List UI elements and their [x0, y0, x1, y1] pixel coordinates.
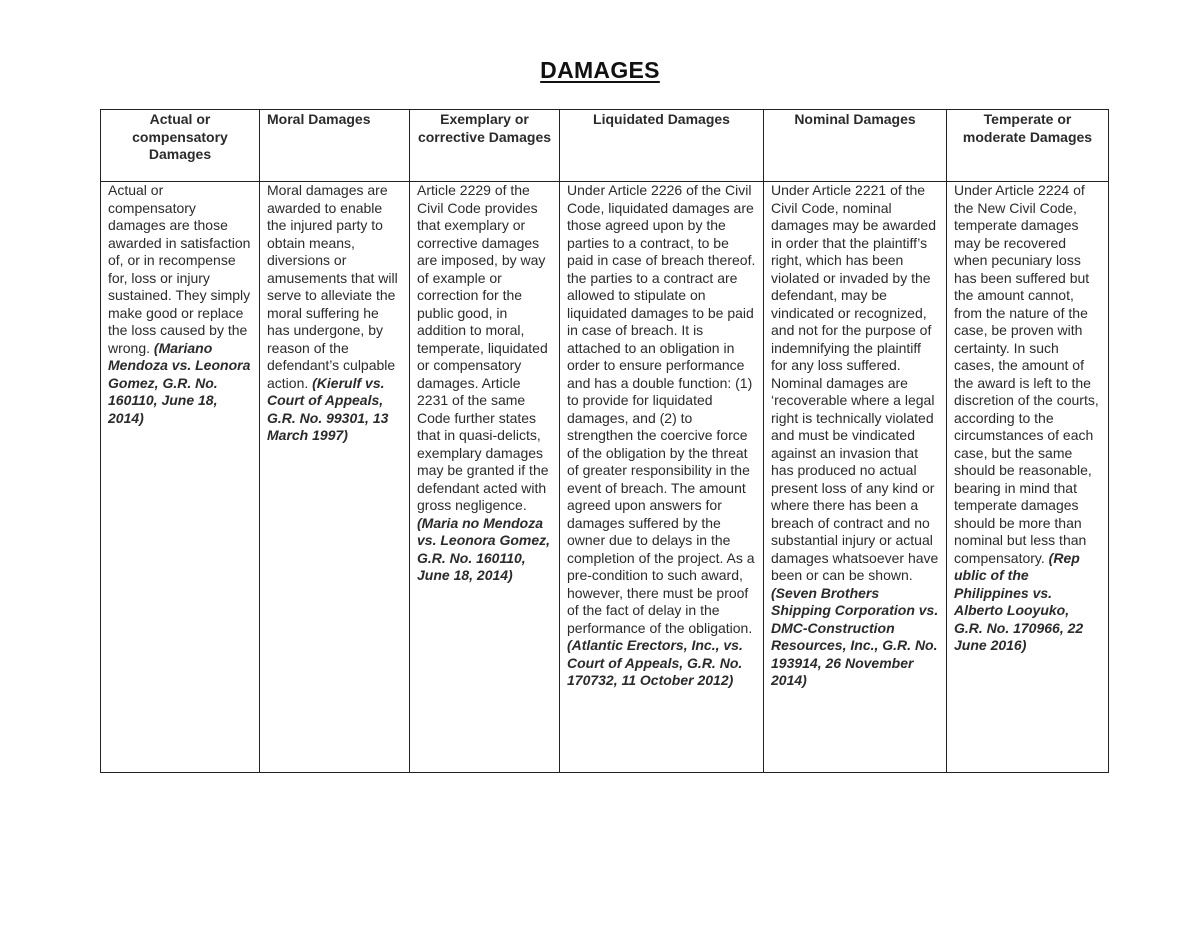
case-citation: (Atlantic Erectors, Inc., vs. Court of Appeals, G.R. No. 170732, 11 October 2012): [567, 637, 743, 688]
case-citation: (Maria no Mendoza vs. Leonora Gomez, G.R. No. 160110, June 18, 2014): [417, 514, 551, 583]
table-header-row: [101, 110, 1109, 182]
case-citation: (Rep ublic of the Philippines vs. Alberto Looyuko, G.R. No. 170966, 22 June 2016): [954, 549, 1084, 653]
damages-table: [100, 109, 1109, 773]
case-citation: (Mariano Mendoza vs. Leonora Gomez, G.R. No. 160110, June 18, 2014): [108, 339, 251, 426]
column-header-temperate-moderate: Temperate or moderate Damages: [947, 110, 1109, 182]
cell-text: Under Article 2224 of the New Civil Code, temperate damages may be recovered when pecuniary loss has been suffered but the amount cannot, from the nature of the case, be proven with certainty. In such cases, the amount of the award is left to the discretion of the courts, according to the circumstances of each case, but the same should be reasonable, bearing in mind that temperate damages should be more than nominal but less than compensatory.: [954, 182, 1099, 566]
column-header-exemplary-corrective: Exemplary or corrective Damages: [410, 110, 560, 182]
cell-text: Actual or compensatory damages are those awarded in satisfaction of, or in recompense for, loss or injury sustained. They simply make good or replace the loss caused by the wrong.: [108, 182, 251, 356]
column-header-liquidated: Liquidated Damages: [560, 110, 764, 182]
cell-text: Under Article 2226 of the Civil Code, liquidated damages are those agreed upon by the parties to a contract, to be paid in case of breach thereof. the parties to a contract are allowed to stipulate on liquidated damages to be paid in case of breach. It is attached to an obligation in order to ensure performance and has a double function: (1) to provide for liquidated damages, and (2) to strengthen the coercive force of the obligation by the threat of greater responsibility in the event of breach. The amount agreed upon answers for damages suffered by the owner due to delays in the completion of the project. As a pre-condition to such award, however, there must be proof of the fact of delay in the performance of the obligation.: [567, 182, 756, 636]
cell-nominal: [764, 182, 947, 773]
cell-temperate-moderate: [947, 182, 1109, 773]
table-row: [101, 182, 1109, 773]
cell-moral: [260, 182, 410, 773]
case-citation: (Kierulf vs. Court of Appeals, G.R. No. 99301, 13 March 1997): [267, 374, 389, 443]
column-header-moral: Moral Damages: [260, 110, 410, 182]
cell-text: Moral damages are awarded to enable the injured party to obtain means, diversions or amusements that will serve to alleviate the moral suffering he has undergone, by reason of the defendant’s culpable action.: [267, 182, 398, 391]
page-title: DAMAGES: [540, 57, 660, 83]
column-header-actual-compensatory: Actual or compensatory Damages: [101, 110, 260, 182]
cell-text: Under Article 2221 of the Civil Code, nominal damages may be awarded in order that the plaintiff’s right, which has been violated or invaded by the defendant, may be vindicated or recognized, and not for the purpose of indemnifying the plaintiff for any loss suffered. Nominal damages are ‘recoverable where a legal right is technically violated and must be vindicated against an invasion that has produced no actual present loss of any kind or where there has been a breach of contract and no substantial injury or actual damages whatsoever have been or can be shown.: [771, 182, 939, 583]
cell-text: Article 2229 of the Civil Code provides that exemplary or corrective damages are imposed, by way of example or correction for the public good, in addition to moral, temperate, liquidated or compensatory damages. Article 2231 of the same Code further states that in quasi-delicts, exemplary damages may be granted if the defendant acted with gross negligence.: [417, 182, 549, 513]
cell-exemplary-corrective: [410, 182, 560, 773]
cell-liquidated: [560, 182, 764, 773]
column-header-nominal: Nominal Damages: [764, 110, 947, 182]
cell-actual-compensatory: [101, 182, 260, 773]
case-citation: (Seven Brothers Shipping Corporation vs. DMC-Construction Resources, Inc., G.R. No. 193914, 26 November 2014): [771, 584, 939, 688]
